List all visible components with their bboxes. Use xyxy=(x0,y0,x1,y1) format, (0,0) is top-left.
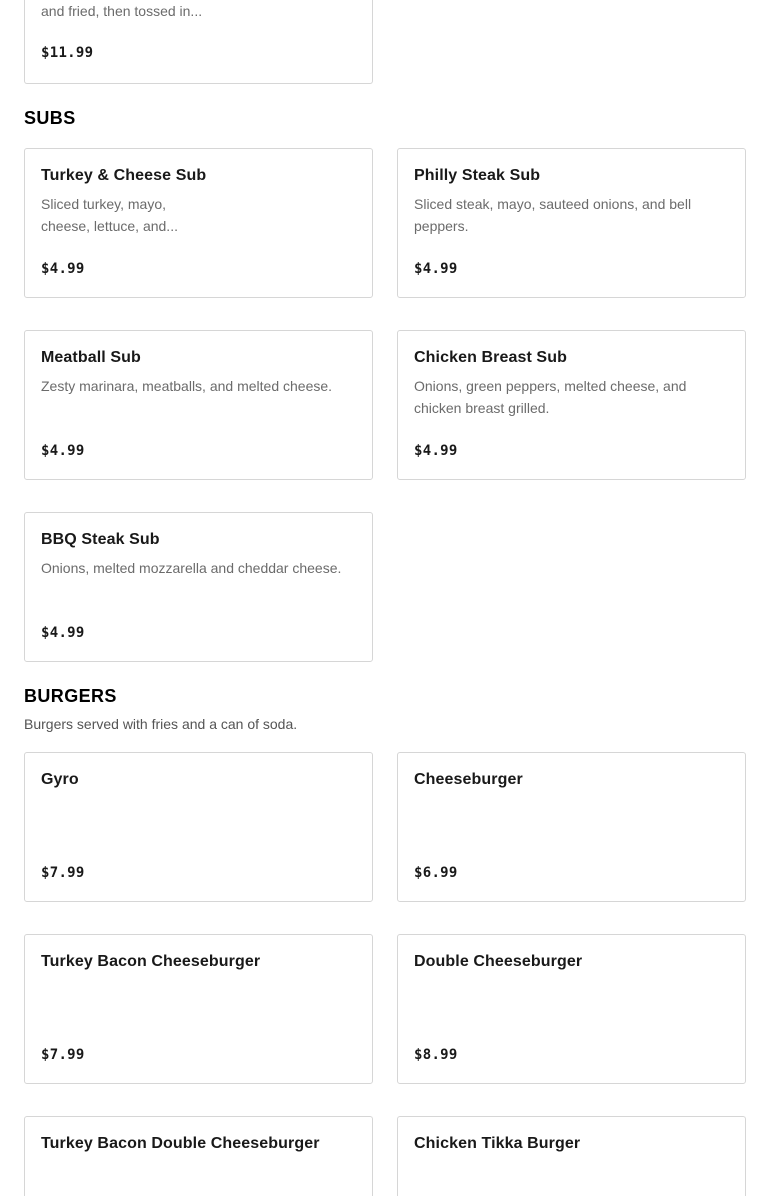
item-price: $4.99 xyxy=(414,261,458,277)
menu-item-card[interactable] xyxy=(397,1116,746,1196)
menu-item-card[interactable] xyxy=(24,1116,373,1196)
menu-item-card[interactable] xyxy=(397,330,746,480)
item-name: Double Cheeseburger xyxy=(414,953,583,970)
menu-item-card[interactable] xyxy=(24,752,373,902)
item-name: Turkey Bacon Cheeseburger xyxy=(41,953,261,970)
item-name: Chicken Breast Sub xyxy=(414,349,567,366)
item-name: Turkey Bacon Double Cheeseburger xyxy=(41,1135,320,1152)
item-description: Onions, melted mozzarella and cheddar cheese. xyxy=(41,560,342,576)
section-title-burgers: BURGERS xyxy=(24,686,117,706)
menu-item-card[interactable] xyxy=(24,934,373,1084)
item-price: $4.99 xyxy=(41,261,85,277)
item-description: Sliced steak, mayo, sauteed onions, and bell peppers. xyxy=(414,196,692,234)
menu-item-card[interactable] xyxy=(24,148,373,298)
item-name: Cheeseburger xyxy=(414,771,523,788)
item-price: $4.99 xyxy=(414,443,458,459)
item-name: Gyro xyxy=(41,771,79,788)
item-description: Zesty marinara, meatballs, and melted cheese. xyxy=(41,378,333,394)
item-name: Philly Steak Sub xyxy=(414,167,541,184)
item-name: Turkey & Cheese Sub xyxy=(41,167,207,184)
item-price: $8.99 xyxy=(414,1047,458,1063)
item-name: BBQ Steak Sub xyxy=(41,531,160,548)
menu-item-card[interactable] xyxy=(24,330,373,480)
item-name: Chicken Tikka Burger xyxy=(414,1135,581,1152)
item-description: Sliced turkey, mayo, cheese, lettuce, and... xyxy=(41,196,178,234)
item-price: $11.99 xyxy=(41,45,94,61)
item-price: $7.99 xyxy=(41,865,85,881)
item-price: $7.99 xyxy=(41,1047,85,1063)
menu-item-card[interactable] xyxy=(24,512,373,662)
menu-item-card[interactable] xyxy=(397,934,746,1084)
section-subtitle-burgers: Burgers served with fries and a can of soda. xyxy=(24,716,298,732)
menu-item-card[interactable] xyxy=(397,148,746,298)
item-description: and fried, then tossed in... xyxy=(41,3,203,19)
item-name: Meatball Sub xyxy=(41,349,141,366)
item-price: $4.99 xyxy=(41,443,85,459)
menu-item-card[interactable] xyxy=(397,752,746,902)
item-description: Onions, green peppers, melted cheese, and chicken breast grilled. xyxy=(414,378,687,416)
section-title-subs: SUBS xyxy=(24,108,76,128)
item-price: $4.99 xyxy=(41,625,85,641)
item-price: $6.99 xyxy=(414,865,458,881)
menu-item-card[interactable] xyxy=(24,0,373,84)
